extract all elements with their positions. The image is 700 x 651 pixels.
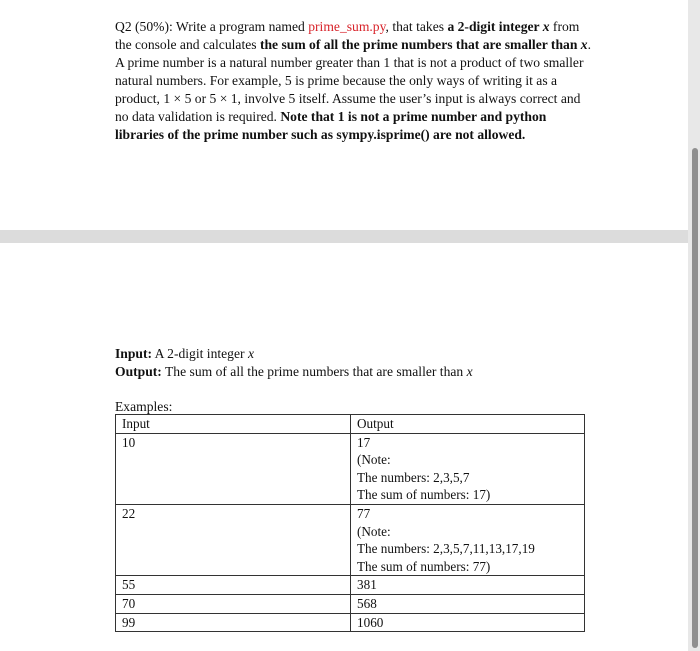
examples-table [115, 414, 585, 632]
table-header-row [116, 415, 585, 434]
variable-x: x [247, 346, 254, 361]
examples-label: Examples: [115, 399, 173, 414]
example-output-cell [351, 433, 585, 504]
question-text-segment: , that takes [385, 19, 448, 34]
output-spec [115, 363, 473, 381]
example-output-line: The numbers: 2,3,5,7,11,13,17,19 [357, 541, 535, 557]
example-output-line: 17 [357, 434, 371, 450]
table-row [116, 613, 585, 632]
table-row [116, 594, 585, 613]
examples-table-body [116, 415, 585, 632]
variable-x: x [580, 37, 588, 52]
example-output-cell [351, 594, 585, 613]
example-output-line: (Note: [357, 452, 391, 468]
variable-x: x [466, 364, 473, 379]
example-input-cell: 70 [116, 594, 351, 613]
io-spec [115, 345, 473, 381]
question-note: Note that 1 is not a prime number and python libraries of the prime number such as sympy.isprime() are not allowed. [115, 109, 547, 142]
input-spec [115, 345, 473, 363]
example-output-cell [351, 576, 585, 595]
example-input-cell: 99 [116, 613, 351, 632]
example-output-line: The numbers: 2,3,5,7 [357, 469, 470, 485]
question-bold-text: a 2-digit integer [447, 19, 543, 34]
example-input-cell: 22 [116, 504, 351, 575]
example-output-cell [351, 613, 585, 632]
example-output-line: 381 [357, 577, 377, 593]
table-row [116, 433, 585, 504]
scrollbar[interactable] [688, 0, 700, 651]
header-output: Output [351, 415, 585, 434]
variable-x: x [542, 19, 550, 34]
document-page-1 [0, 0, 688, 230]
program-filename: prime_sum.py [308, 19, 386, 34]
example-output-line: The sum of numbers: 77) [357, 558, 491, 574]
output-spec-text: The sum of all the prime numbers that are smaller than [161, 364, 467, 379]
question-bold-segment [447, 19, 549, 34]
question-label: Q2 (50%): Write a program named [115, 19, 309, 34]
example-output-cell [351, 504, 585, 575]
example-input-cell: 55 [116, 576, 351, 595]
example-output-line: 568 [357, 595, 377, 611]
example-input-cell: 10 [116, 433, 351, 504]
scrollbar-thumb[interactable] [692, 148, 698, 648]
input-spec-label: Input: [115, 346, 153, 361]
example-output-line: (Note: [357, 523, 391, 539]
question-text-segment: from the console and calculates [115, 19, 580, 52]
question-bold-text: the sum of all the prime numbers that are smaller than [259, 37, 581, 52]
input-spec-text: A 2-digit integer [152, 346, 248, 361]
question-bold-segment [260, 37, 588, 52]
question-text-segment: . A prime number is a natural number greater than 1 that is not a product of two smaller natural numbers. For example, 5 is prime because the only ways of writing it as a product, 1 × 5 or 5 × 1, involve 5 itself. Assume the user’s input is always correct and no data validation is required. [115, 37, 591, 124]
example-output-line: 77 [357, 505, 371, 521]
document-page-2 [0, 243, 688, 651]
example-output-line: 1060 [357, 614, 384, 630]
output-spec-label: Output: [115, 364, 162, 379]
table-row [116, 504, 585, 575]
table-row [116, 576, 585, 595]
question-text [115, 18, 593, 144]
header-input: Input [116, 415, 351, 434]
example-output-line: The sum of numbers: 17) [357, 487, 491, 503]
